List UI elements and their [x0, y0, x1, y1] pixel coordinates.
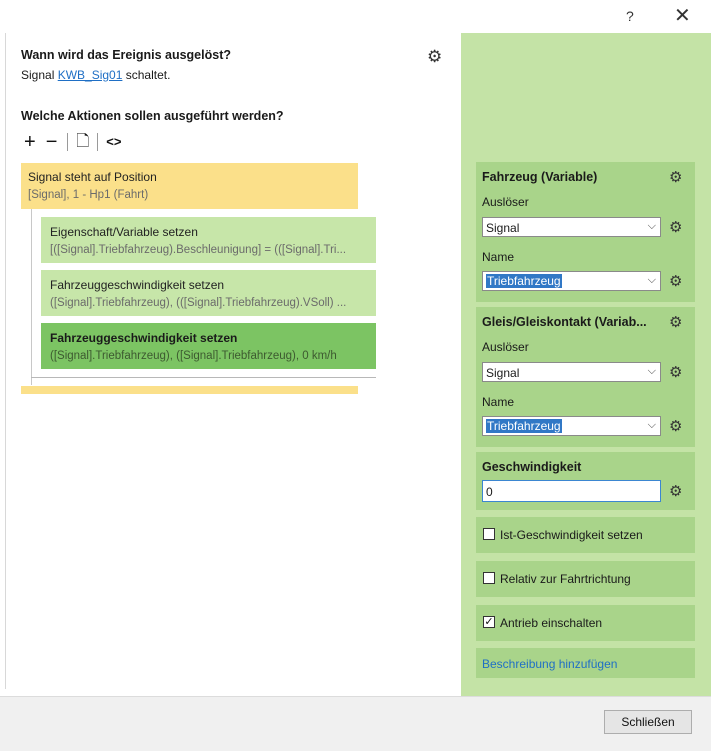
action-block-selected[interactable]: [41, 323, 376, 369]
action-block[interactable]: [41, 217, 376, 263]
checkbox[interactable]: [483, 572, 495, 584]
checkbox-label[interactable]: Antrieb einschalten: [500, 616, 603, 630]
chevron-down-icon: ⌵: [647, 419, 656, 431]
action-title: Fahrzeuggeschwindigkeit setzen: [50, 331, 238, 345]
section-heading: Geschwindigkeit: [482, 460, 582, 474]
section-heading: Fahrzeug (Variable): [482, 170, 598, 184]
name-combo[interactable]: [482, 271, 661, 291]
vehicle-variable-section: [476, 162, 695, 302]
action-detail: ([Signal].Triebfahrzeug), ([Signal].Triebfahrzeug), 0 km/h: [50, 350, 337, 362]
checkbox-row[interactable]: [476, 561, 695, 597]
action-detail: [([Signal].Triebfahrzeug).Beschleunigung] = (([Signal].Tri...: [50, 244, 347, 256]
action-block-condition[interactable]: [21, 163, 358, 209]
action-title: Eigenschaft/Variable setzen: [50, 225, 198, 239]
actions-question: Welche Aktionen sollen ausgeführt werden?: [21, 109, 284, 123]
chevron-down-icon: ⌵: [647, 274, 656, 286]
description-section: [476, 648, 695, 678]
chevron-down-icon: ⌵: [647, 220, 656, 232]
signal-link[interactable]: KWB_Sig01: [57, 68, 123, 82]
action-detail: ([Signal].Triebfahrzeug), (([Signal].Triebfahrzeug).VSoll) ...: [50, 297, 347, 309]
action-title: Signal steht auf Position: [28, 170, 157, 184]
trigger-question: Wann wird das Ereignis ausgelöst?: [21, 48, 231, 62]
speed-input[interactable]: [482, 480, 661, 502]
checkbox-row[interactable]: [476, 605, 695, 641]
trigger-prefix: Signal: [21, 68, 55, 82]
trigger-label: Auslöser: [482, 340, 529, 354]
select-value: Signal: [486, 221, 520, 235]
chevron-down-icon: ⌵: [647, 365, 656, 377]
trigger-label: Auslöser: [482, 195, 529, 209]
checkbox-row[interactable]: [476, 517, 695, 553]
trigger-select[interactable]: [482, 217, 661, 237]
event-editor: [5, 33, 462, 689]
speed-section: [476, 452, 695, 510]
actions-toolbar: [24, 131, 131, 153]
gear-icon[interactable]: ⚙: [669, 364, 683, 381]
code-icon[interactable]: <>: [106, 134, 122, 149]
action-block[interactable]: [41, 270, 376, 316]
trigger-select[interactable]: [482, 362, 661, 382]
dialog-footer: [0, 696, 711, 751]
checkbox-label[interactable]: Ist-Geschwindigkeit setzen: [500, 528, 643, 542]
title-bar: [0, 0, 711, 33]
add-description-link[interactable]: Beschreibung hinzufügen: [482, 657, 618, 671]
input-value: 0: [486, 485, 493, 499]
name-label: Name: [482, 395, 515, 409]
action-detail: [Signal], 1 - Hp1 (Fahrt): [28, 189, 149, 201]
trigger-suffix: schaltet.: [125, 68, 171, 82]
gear-icon[interactable]: ⚙: [427, 47, 443, 66]
gear-icon[interactable]: ⚙: [669, 314, 683, 331]
toolbar-divider: [97, 133, 98, 151]
gear-icon[interactable]: ⚙: [669, 418, 683, 435]
action-block-end: [21, 386, 358, 394]
gear-icon[interactable]: ⚙: [669, 169, 683, 186]
close-button[interactable]: Schließen: [604, 710, 692, 734]
gear-icon[interactable]: ⚙: [669, 273, 683, 290]
properties-panel: [461, 33, 711, 696]
track-variable-section: [476, 307, 695, 447]
action-title: Fahrzeuggeschwindigkeit setzen: [50, 278, 225, 292]
name-combo[interactable]: [482, 416, 661, 436]
add-action-button[interactable]: +: [24, 131, 36, 153]
toolbar-divider: [67, 133, 68, 151]
name-label: Name: [482, 250, 515, 264]
combo-value: Triebfahrzeug: [487, 274, 561, 288]
close-window-button[interactable]: ✕: [674, 5, 691, 27]
combo-value: Triebfahrzeug: [487, 419, 561, 433]
select-value: Signal: [486, 366, 520, 380]
gear-icon[interactable]: ⚙: [669, 483, 683, 500]
checkbox[interactable]: [483, 528, 495, 540]
help-button[interactable]: ?: [626, 8, 634, 24]
tree-connector-bottom: [31, 377, 376, 378]
tree-connector: [31, 209, 32, 385]
copy-icon[interactable]: 🗋: [76, 133, 90, 150]
gear-icon[interactable]: ⚙: [669, 219, 683, 236]
checkbox-checked[interactable]: ✓: [484, 616, 494, 628]
checkbox-label[interactable]: Relativ zur Fahrtrichtung: [500, 572, 631, 586]
trigger-description: [21, 68, 170, 82]
section-heading: Gleis/Gleiskontakt (Variab...: [482, 315, 647, 329]
remove-action-button[interactable]: −: [45, 131, 58, 153]
